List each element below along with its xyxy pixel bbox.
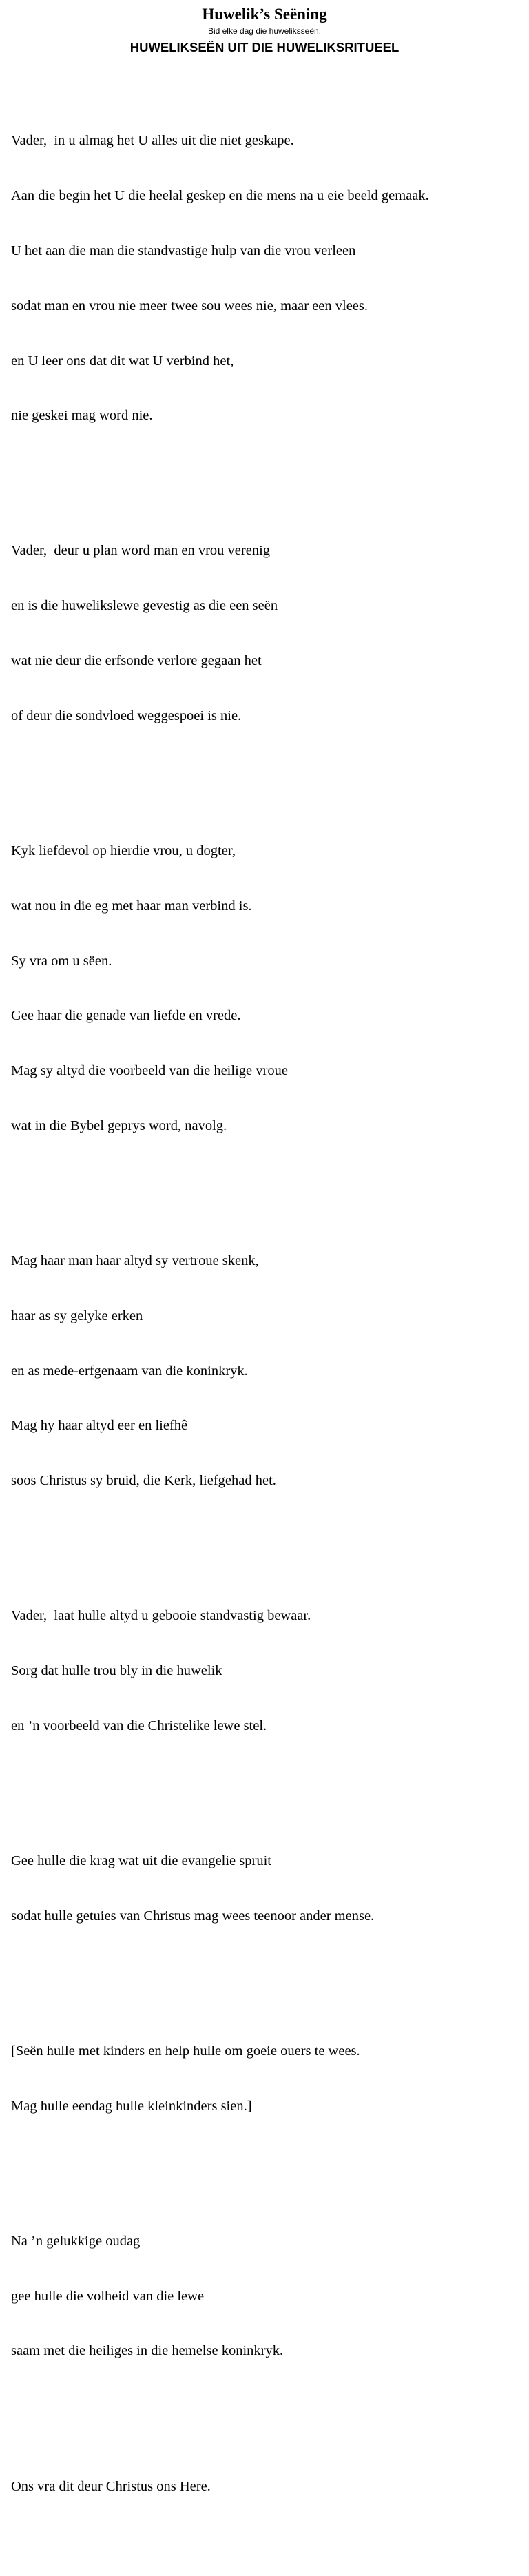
prayer-line: haar as sy gelyke erken: [11, 1308, 143, 1323]
prayer-line: Mag sy altyd die voorbeeld van die heilige vroue: [11, 1063, 288, 1079]
prayer-line: Mag haar man haar altyd sy vertroue skenk,: [11, 1253, 259, 1268]
prayer-line: en ’n voorbeeld van die Christelike lewe stel.: [11, 1718, 267, 1733]
prayer-line: of deur die sondvloed weggespoei is nie.: [11, 708, 242, 723]
prayer-line: Mag hulle eendag hulle kleinkinders sien.]: [11, 2098, 252, 2114]
prayer-line: Gee haar die genade van liefde en vrede.: [11, 1008, 241, 1024]
prayer-line: wat in die Bybel geprys word, navolg.: [11, 1117, 227, 1133]
page-title: Huwelik’s Seëning: [202, 6, 327, 23]
stanza: [11, 1215, 524, 1527]
prayer-line: wat nie deur die erfsonde verlore gegaan het: [11, 653, 262, 668]
stanza: [11, 2440, 524, 2532]
prayer-line: Vader, in u almag het U alles uit die niet geskape.: [11, 133, 294, 149]
prayer-line: Sorg dat hulle trou bly in die huwelik: [11, 1663, 222, 1679]
prayer-line: nie geskei mag word nie.: [11, 408, 153, 424]
prayer-line: sodat hulle getuies van Christus mag wees teenoor ander mense.: [11, 1908, 375, 1924]
stanza: [11, 505, 524, 761]
prayer-line: Kyk liefdevol op hierdie vrou, u dogter,: [11, 843, 236, 858]
prayer-line: Gee hulle die krag wat uit die evangelie spruit: [11, 1853, 271, 1868]
prayer-text: [11, 59, 524, 2576]
stanza: [11, 2006, 524, 2152]
stanza: [11, 2196, 524, 2398]
stanza: [11, 1815, 524, 1962]
prayer-line: Vader, laat hulle altyd u gebooie standvastig bewaar.: [11, 1608, 311, 1624]
page-subtitle: Bid elke dag die huweliksseën.: [207, 26, 322, 36]
prayer-line: [Seën hulle met kinders en help hulle om goeie ouers te wees.: [11, 2043, 360, 2059]
prayer-line: Na ’n gelukkige oudag: [11, 2233, 141, 2249]
prayer-line: wat nou in die eg met haar man verbind is.: [11, 898, 252, 914]
prayer-line: Vader, deur u plan word man en vrou verenig: [11, 543, 271, 559]
prayer-line: gee hulle die volheid van die lewe: [11, 2288, 205, 2304]
prayer-line: Ons vra dit deur Christus ons Here.: [11, 2478, 211, 2494]
prayer-line: en is die huwelikslewe gevestig as die een seën: [11, 598, 278, 614]
prayer-line: en U leer ons dat dit wat U verbind het,: [11, 353, 234, 369]
stanza: [11, 1570, 524, 1772]
prayer-line: U het aan die man die standvastige hulp van die vrou verleen: [11, 243, 356, 258]
prayer-line: Mag hy haar altyd eer en liefhê: [11, 1418, 188, 1434]
section-heading: HUWELIKSEËN UIT DIE HUWELIKSRITUEEL: [129, 40, 400, 54]
stanza: [11, 95, 524, 462]
prayer-line: en as mede-erfgenaam van die koninkryk.: [11, 1363, 248, 1379]
prayer-line: saam met die heiliges in die hemelse koninkryk.: [11, 2343, 284, 2359]
prayer-line: sodat man en vrou nie meer twee sou wees nie, maar een vlees.: [11, 298, 368, 313]
prayer-line: Sy vra om u sëen.: [11, 953, 112, 969]
prayer-line: Aan die begin het U die heelal geskep en die mens na u eie beeld gemaak.: [11, 188, 429, 204]
stanza: [11, 805, 524, 1172]
prayer-line: soos Christus sy bruid, die Kerk, liefgehad het.: [11, 1473, 276, 1489]
